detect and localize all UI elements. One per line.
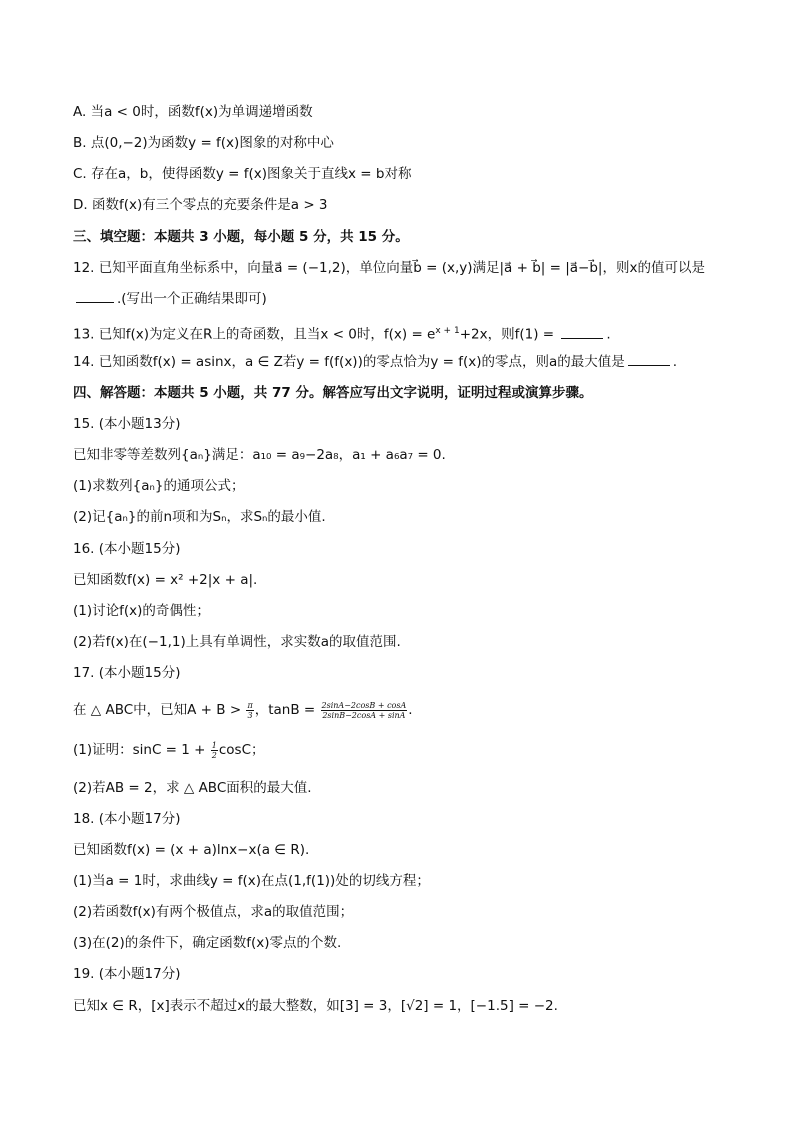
option-b: B. 点(0,−2)为函数y = f(x)图象的对称中心 bbox=[73, 135, 334, 151]
q17-pi-fraction bbox=[246, 701, 253, 720]
q16-part2: (2)若f(x)在(−1,1)上具有单调性，求实数a的取值范围. bbox=[73, 634, 401, 650]
q17-stem-before: 在 △ ABC中，已知A + B > bbox=[73, 702, 242, 718]
q13 bbox=[73, 321, 723, 345]
q18-stem: 已知函数f(x) = (x + a)lnx−x(a ∈ R). bbox=[73, 842, 310, 858]
q17-tan-den: 2sinB−2cosA + sinA bbox=[322, 710, 406, 720]
q18-part3: (3)在(2)的条件下，确定函数f(x)零点的个数. bbox=[73, 935, 342, 951]
q13-text-after: +2x，则f(1) = bbox=[459, 326, 559, 343]
q17-half-den: 2 bbox=[211, 750, 217, 760]
q12-answer-blank[interactable] bbox=[76, 290, 114, 303]
option-d: D. 函数f(x)有三个零点的充要条件是a > 3 bbox=[73, 197, 328, 213]
q13-answer-blank[interactable] bbox=[561, 326, 603, 339]
option-a: A. 当a < 0时，函数f(x)为单调递增函数 bbox=[73, 104, 313, 120]
option-c: C. 存在a，b，使得函数y = f(x)图象关于直线x = b对称 bbox=[73, 166, 412, 182]
q17-part1 bbox=[73, 740, 723, 760]
q14-text: 14. 已知函数f(x) = asinx，a ∈ Z若y = f(f(x))的零点恰为y = f(x)的零点，则a的最大值是 bbox=[73, 354, 625, 370]
q14 bbox=[73, 352, 723, 372]
q15-part2: (2)记{aₙ}的前n项和为Sₙ，求Sₙ的最小值. bbox=[73, 509, 326, 525]
q17-stem-end: . bbox=[408, 702, 413, 718]
q12-line2 bbox=[73, 289, 723, 309]
q14-end: . bbox=[672, 354, 678, 370]
q17-part2: (2)若AB = 2，求 △ ABC面积的最大值. bbox=[73, 780, 312, 796]
q16-stem: 已知函数f(x) = x² +2|x + a|. bbox=[73, 572, 258, 588]
q13-exponent: x + 1 bbox=[435, 326, 460, 336]
q17-stem bbox=[73, 700, 723, 720]
q14-answer-blank[interactable] bbox=[628, 353, 670, 366]
q18-part2: (2)若函数f(x)有两个极值点，求a的取值范围； bbox=[73, 904, 354, 920]
q17-pi-num: π bbox=[247, 700, 253, 710]
q13-text-before: 13. 已知f(x)为定义在R上的奇函数，且当x < 0时，f(x) = e bbox=[73, 326, 436, 343]
section-3-heading: 三、填空题：本题共 3 小题，每小题 5 分，共 15 分。 bbox=[73, 229, 409, 245]
q19-label: 19. (本小题17分) bbox=[73, 966, 181, 982]
q15-label: 15. (本小题13分) bbox=[73, 416, 181, 432]
q17-part1-after: cosC； bbox=[218, 742, 265, 758]
q15-stem: 已知非零等差数列{aₙ}满足：a₁₀ = a₉−2a₈，a₁ + a₆a₇ = 0. bbox=[73, 447, 446, 463]
q17-half-num: 1 bbox=[211, 740, 217, 750]
q17-tan-num: 2sinA−2cosB + cosA bbox=[321, 700, 407, 710]
q15-part1: (1)求数列{aₙ}的通项公式； bbox=[73, 478, 245, 494]
q12-line1: 12. 已知平面直角坐标系中，向量a⃗ = (−1,2)，单位向量b⃗ = (x,y)满足|a⃗ + b⃗| = |a⃗−b⃗|，则x的值可以是 bbox=[73, 260, 705, 276]
q16-label: 16. (本小题15分) bbox=[73, 541, 181, 557]
q17-half-fraction bbox=[211, 741, 218, 760]
q13-end: . bbox=[606, 326, 611, 343]
q18-part1: (1)当a = 1时，求曲线y = f(x)在点(1,f(1))处的切线方程； bbox=[73, 873, 430, 889]
q17-label: 17. (本小题15分) bbox=[73, 665, 181, 681]
q17-pi-den: 3 bbox=[247, 710, 253, 720]
section-4-heading: 四、解答题：本题共 5 小题，共 77 分。解答应写出文字说明，证明过程或演算步骤。 bbox=[73, 385, 593, 401]
q18-label: 18. (本小题17分) bbox=[73, 811, 181, 827]
q17-part1-before: (1)证明：sinC = 1 + bbox=[73, 742, 206, 758]
q19-stem: 已知x ∈ R，[x]表示不超过x的最大整数，如[3] = 3，[√2] = 1，[−1.5] = −2. bbox=[73, 998, 558, 1014]
q12-line2-text: .(写出一个正确结果即可) bbox=[117, 291, 267, 307]
q17-tan-fraction bbox=[321, 701, 408, 720]
q16-part1: (1)讨论f(x)的奇偶性； bbox=[73, 603, 210, 619]
q17-stem-mid: ，tanB = bbox=[254, 702, 316, 718]
